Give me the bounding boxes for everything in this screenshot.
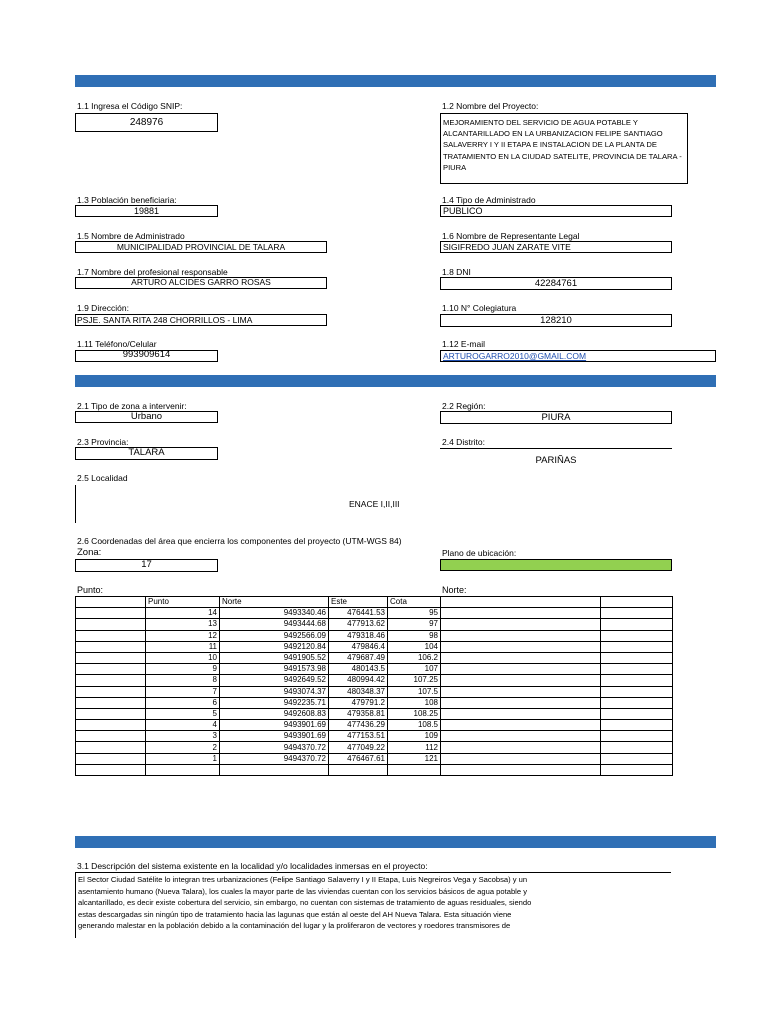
table-cell-norte: 9492608.83 (220, 708, 329, 719)
table-header-row (76, 597, 673, 608)
region-label: 2.2 Región: (442, 401, 486, 411)
table-cell-este: 479791.2 (329, 697, 388, 708)
zona-field[interactable]: 17 (75, 559, 218, 572)
table-cell-cota: 97 (388, 619, 441, 630)
table-cell (76, 675, 146, 686)
table-cell (601, 597, 673, 608)
table-row (76, 731, 673, 742)
description-line: El Sector Ciudad Satélite lo integran tres urbanizaciones (Felipe Santiago Salaverry I y II Etapa, Luis Negreiros Vega y Sacobsa) y un (78, 875, 528, 884)
province-label: 2.3 Provincia: (77, 437, 129, 447)
table-cell-punto: 2 (146, 742, 220, 753)
description-line: asentamiento humano (Nueva Talara), los cuales la mayor parte de las viviendas cuentan con los servicios básicos de agua potable y (78, 886, 527, 896)
table-cell-norte: 9491905.52 (220, 652, 329, 663)
description-line: generando malestar en la población debido a la contaminación del lugar y la proliferaron de vectores y roedores transmisores de (78, 921, 511, 930)
table-cell-norte: 9492235.71 (220, 697, 329, 708)
table-row (76, 686, 673, 697)
project-name-label: 1.2 Nombre del Proyecto: (442, 101, 539, 111)
table-cell (76, 641, 146, 652)
map-location-cell[interactable] (440, 559, 672, 571)
table-cell-norte: 9493901.69 (220, 720, 329, 731)
address-field[interactable]: PSJE. SANTA RITA 248 CHORRILLOS - LIMA (75, 314, 327, 326)
table-cell-punto: 4 (146, 720, 220, 731)
table-cell-punto: 6 (146, 697, 220, 708)
description-line: alcantarillado, es decir existe cobertura del servicio, sin embargo, no cuentan con sistemas de tratamiento de aguas residuales, siendo (78, 898, 532, 907)
table-cell-cota: 109 (388, 731, 441, 742)
table-cell (601, 608, 673, 619)
admin-name-label: 1.5 Nombre de Administrado (77, 231, 185, 241)
table-cell (76, 608, 146, 619)
table-cell (601, 697, 673, 708)
table-cell (76, 686, 146, 697)
table-row (76, 708, 673, 719)
punto-label: Punto: (77, 585, 104, 595)
norte-label: Norte: (442, 585, 467, 595)
table-cell (441, 731, 601, 742)
locality-field-border (75, 485, 76, 523)
table-cell (441, 708, 601, 719)
table-cell (601, 742, 673, 753)
table-row (76, 764, 673, 775)
table-row (76, 664, 673, 675)
description-field[interactable] (75, 872, 671, 938)
table-cell-este: 476441.53 (329, 608, 388, 619)
map-label: Plano de ubicación: (442, 548, 517, 558)
table-cell (76, 708, 146, 719)
table-cell-este: 477913.62 (329, 619, 388, 630)
locality-label: 2.5 Localidad (77, 473, 128, 483)
table-cell-norte: 9493074.37 (220, 686, 329, 697)
table-row (76, 720, 673, 731)
table-cell (76, 597, 146, 608)
table-cell (441, 742, 601, 753)
table-cell (76, 753, 146, 764)
table-cell (441, 675, 601, 686)
section-2-header-band (75, 375, 716, 387)
project-name-field[interactable]: MEJORAMIENTO DEL SERVICIO DE AGUA POTABLE Y ALCANTARILLADO EN LA URBANIZACION FELIPE SANTIAGO SALAVERRY I Y II ETAPA E INSTALACION DE LA PLANTA DE TRATAMIENTO EN LA CIUDAD SATELITE, PROVINCIA DE TALARA - PIURA (440, 113, 688, 184)
table-cell (76, 731, 146, 742)
email-label: 1.12 E-mail (442, 339, 485, 349)
table-cell (441, 630, 601, 641)
table-cell (220, 764, 329, 775)
legal-rep-field[interactable]: SIGIFREDO JUAN ZARATE VITE (440, 241, 672, 253)
table-cell (76, 630, 146, 641)
table-cell-norte: 9493340.46 (220, 608, 329, 619)
district-field-border (440, 448, 672, 449)
table-cell-cota: 106.2 (388, 652, 441, 663)
table-cell-cota: 108.5 (388, 720, 441, 731)
table-cell-norte: 9494370.72 (220, 753, 329, 764)
address-label: 1.9 Dirección: (77, 303, 129, 313)
table-cell (601, 764, 673, 775)
table-cell-este: 480994.42 (329, 675, 388, 686)
table-row (76, 753, 673, 764)
dni-label: 1.8 DNI (442, 267, 471, 277)
zona-label: Zona: (77, 547, 102, 558)
table-cell (441, 697, 601, 708)
table-cell-punto: 11 (146, 641, 220, 652)
table-cell-este: 477436.29 (329, 720, 388, 731)
table-cell (441, 764, 601, 775)
table-cell (76, 664, 146, 675)
table-cell (76, 764, 146, 775)
phone-field[interactable]: 993909614 (75, 350, 218, 362)
table-row (76, 697, 673, 708)
table-cell-este: 476467.61 (329, 753, 388, 764)
table-cell-norte: 9492649.52 (220, 675, 329, 686)
table-row (76, 630, 673, 641)
column-header-este: Este (329, 597, 388, 608)
section-1-header-band (75, 75, 716, 87)
zone-type-label: 2.1 Tipo de zona a intervenir: (77, 401, 187, 411)
table-cell (601, 675, 673, 686)
table-cell (441, 608, 601, 619)
table-cell-este: 479318.46 (329, 630, 388, 641)
table-cell (441, 720, 601, 731)
colegiatura-field[interactable]: 128210 (440, 314, 672, 327)
population-label: 1.3 Población beneficiaria: (77, 195, 177, 205)
legal-rep-label: 1.6 Nombre de Representante Legal (442, 231, 580, 241)
locality-value[interactable]: ENACE I,II,III (349, 499, 400, 509)
section-3-header-band (75, 836, 716, 848)
table-cell (76, 697, 146, 708)
phone-label: 1.11 Teléfono/Celular (77, 339, 157, 349)
table-cell-punto: 13 (146, 619, 220, 630)
table-cell-este: 477153.51 (329, 731, 388, 742)
table-cell (329, 764, 388, 775)
population-field[interactable]: 19881 (75, 205, 218, 217)
table-row (76, 742, 673, 753)
table-cell (601, 641, 673, 652)
table-cell-este: 477049.22 (329, 742, 388, 753)
table-cell (441, 597, 601, 608)
table-cell (601, 708, 673, 719)
table-cell-cota: 112 (388, 742, 441, 753)
table-cell-cota: 108.25 (388, 708, 441, 719)
table-cell-cota: 98 (388, 630, 441, 641)
table-cell-cota: 104 (388, 641, 441, 652)
table-row (76, 619, 673, 630)
zone-type-field[interactable]: Urbano (75, 411, 218, 423)
region-field[interactable]: PIURA (440, 411, 672, 424)
table-cell-punto: 1 (146, 753, 220, 764)
table-cell-este: 480143.5 (329, 664, 388, 675)
table-cell (441, 641, 601, 652)
table-cell-norte: 9493444.68 (220, 619, 329, 630)
table-cell (76, 652, 146, 663)
description-line: estas descargadas sin ningún tipo de tratamiento hacia las lagunas que están al oeste del AH Nueva Talara. Esta situación viene (78, 909, 512, 919)
table-cell (441, 686, 601, 697)
colegiatura-label: 1.10 N° Colegiatura (442, 303, 517, 313)
table-cell-norte: 9494370.72 (220, 742, 329, 753)
table-cell-este: 479687.49 (329, 652, 388, 663)
table-row (76, 641, 673, 652)
table-row (76, 652, 673, 663)
table-cell-norte: 9493901.69 (220, 731, 329, 742)
table-cell-punto: 10 (146, 652, 220, 663)
table-cell (601, 652, 673, 663)
table-cell-punto: 5 (146, 708, 220, 719)
table-cell (601, 686, 673, 697)
table-cell-cota: 107.25 (388, 675, 441, 686)
table-row (76, 608, 673, 619)
coordinates-table (75, 596, 673, 776)
table-cell (601, 731, 673, 742)
snip-label: 1.1 Ingresa el Código SNIP: (77, 101, 183, 111)
table-cell-punto: 12 (146, 630, 220, 641)
district-value[interactable]: PARIÑAS (535, 455, 577, 466)
table-cell-cota: 107.5 (388, 686, 441, 697)
table-cell-punto: 14 (146, 608, 220, 619)
dni-field[interactable]: 42284761 (440, 277, 672, 290)
table-cell-punto: 9 (146, 664, 220, 675)
table-cell (76, 742, 146, 753)
table-cell (441, 664, 601, 675)
coords-label: 2.6 Coordenadas del área que encierra los componentes del proyecto (UTM-WGS 84) (77, 536, 402, 546)
table-cell (76, 619, 146, 630)
admin-name-field[interactable]: MUNICIPALIDAD PROVINCIAL DE TALARA (75, 241, 327, 253)
table-cell-cota: 121 (388, 753, 441, 764)
admin-type-field[interactable]: PUBLICO (440, 205, 672, 217)
column-header-punto: Punto (146, 597, 220, 608)
professional-label: 1.7 Nombre del profesional responsable (77, 267, 228, 277)
table-cell (441, 753, 601, 764)
column-header-cota: Cota (388, 597, 441, 608)
table-cell-cota: 107 (388, 664, 441, 675)
table-row (76, 675, 673, 686)
district-label: 2.4 Distrito: (442, 437, 485, 447)
table-cell (441, 619, 601, 630)
table-cell (601, 619, 673, 630)
table-cell-este: 479846.4 (329, 641, 388, 652)
table-cell (146, 764, 220, 775)
table-cell (601, 664, 673, 675)
snip-field[interactable]: 248976 (75, 113, 218, 132)
table-cell-punto: 3 (146, 731, 220, 742)
table-cell (601, 630, 673, 641)
table-cell-punto: 7 (146, 686, 220, 697)
table-cell (601, 720, 673, 731)
table-cell-este: 479358.81 (329, 708, 388, 719)
professional-field[interactable]: ARTURO ALCIDES GARRO ROSAS (75, 277, 327, 289)
table-cell (388, 764, 441, 775)
admin-type-label: 1.4 Tipo de Administrado (442, 195, 536, 205)
table-cell-punto: 8 (146, 675, 220, 686)
coordinates-table-body (76, 608, 673, 776)
table-cell-norte: 9492566.09 (220, 630, 329, 641)
table-cell-cota: 108 (388, 697, 441, 708)
table-cell-cota: 95 (388, 608, 441, 619)
table-cell-norte: 9492120.84 (220, 641, 329, 652)
province-field[interactable]: TALARA (75, 447, 218, 460)
email-field[interactable] (440, 350, 716, 362)
table-cell (601, 753, 673, 764)
table-cell-norte: 9491573.98 (220, 664, 329, 675)
email-link[interactable]: ARTUROGARRO2010@GMAIL.COM (443, 351, 587, 361)
column-header-norte: Norte (220, 597, 329, 608)
table-cell (76, 720, 146, 731)
table-cell (441, 652, 601, 663)
description-label: 3.1 Descripción del sistema existente en la localidad y/o localidades inmersas en el proyecto: (77, 861, 428, 871)
table-cell-este: 480348.37 (329, 686, 388, 697)
